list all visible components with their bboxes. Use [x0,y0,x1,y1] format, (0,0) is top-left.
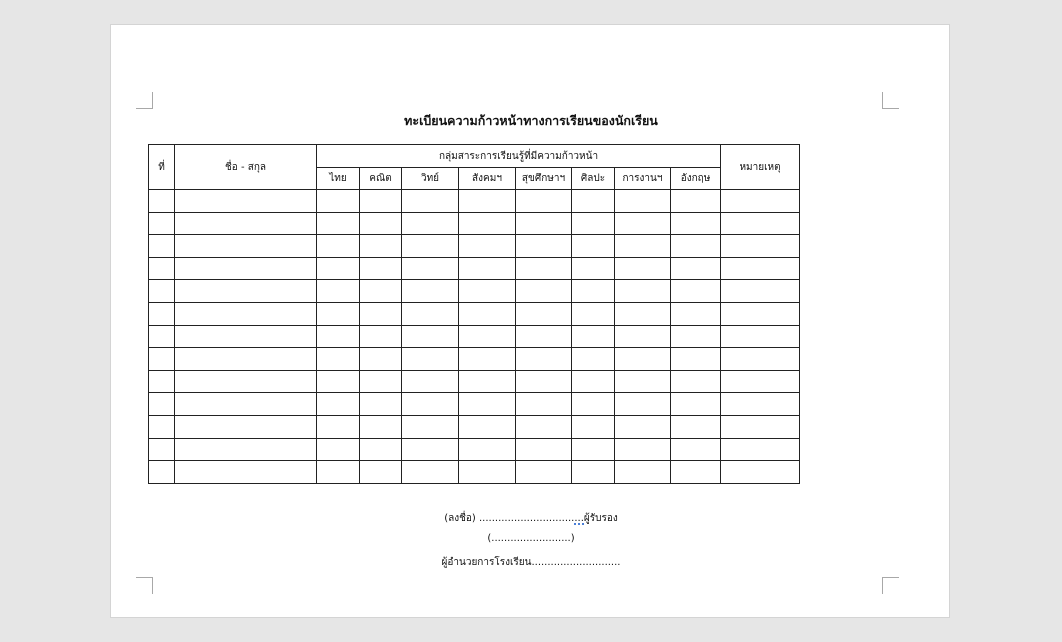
table-row [149,190,800,213]
margin-corner-bottom-left [136,577,153,594]
table-cell[interactable] [360,438,402,461]
table-cell[interactable] [516,325,572,348]
table-cell[interactable] [721,461,800,484]
table-cell[interactable] [149,280,175,303]
table-cell[interactable] [671,212,721,235]
table-cell[interactable] [615,370,671,393]
table-row [149,325,800,348]
table-cell[interactable] [360,235,402,258]
table-cell[interactable] [402,280,459,303]
table-cell[interactable] [516,393,572,416]
table-cell[interactable] [671,325,721,348]
table-cell[interactable] [572,302,615,325]
table-cell[interactable] [317,212,360,235]
header-subject: ไทย [317,168,360,190]
table-cell[interactable] [317,461,360,484]
table-cell[interactable] [615,461,671,484]
table-cell[interactable] [149,370,175,393]
table-cell[interactable] [149,235,175,258]
header-subject: อังกฤษ [671,168,721,190]
table-cell[interactable] [175,348,317,371]
header-subject: สุขศึกษาฯ [516,168,572,190]
margin-corner-top-right [882,92,899,109]
table-cell[interactable] [459,438,516,461]
table-cell[interactable] [721,235,800,258]
table-cell[interactable] [721,190,800,213]
table-cell[interactable] [721,393,800,416]
table-row [149,370,800,393]
table-cell[interactable] [459,302,516,325]
table-cell[interactable] [516,348,572,371]
table-cell[interactable] [175,325,317,348]
table-cell[interactable] [317,438,360,461]
table-cell[interactable] [360,257,402,280]
header-subject: การงานฯ [615,168,671,190]
table-cell[interactable] [360,348,402,371]
table-cell[interactable] [516,235,572,258]
table-row [149,348,800,371]
table-cell[interactable] [721,212,800,235]
table-cell[interactable] [402,348,459,371]
table-cell[interactable] [572,348,615,371]
table-cell[interactable] [459,348,516,371]
table-cell[interactable] [671,280,721,303]
signature-prefix: (ลงชื่อ) .............................. [444,513,575,524]
table-cell[interactable] [175,190,317,213]
header-name: ชื่อ - สกุล [175,145,317,190]
table-cell[interactable] [317,235,360,258]
table-cell[interactable] [149,212,175,235]
table-cell[interactable] [360,370,402,393]
table-cell[interactable] [615,212,671,235]
table-cell[interactable] [572,212,615,235]
table-cell[interactable] [149,325,175,348]
table-cell[interactable] [721,370,800,393]
table-cell[interactable] [572,370,615,393]
table-row [149,415,800,438]
table-cell[interactable] [615,438,671,461]
table-body [149,190,800,484]
table-cell[interactable] [402,415,459,438]
table-cell[interactable] [516,280,572,303]
table-cell[interactable] [721,302,800,325]
table-cell[interactable] [459,370,516,393]
table-cell[interactable] [175,212,317,235]
table-cell[interactable] [317,190,360,213]
table-cell[interactable] [459,190,516,213]
table-cell[interactable] [149,190,175,213]
table-cell[interactable] [175,257,317,280]
table-cell[interactable] [317,348,360,371]
table-cell[interactable] [516,370,572,393]
table-cell[interactable] [360,212,402,235]
table-cell[interactable] [360,302,402,325]
header-subject: คณิต [360,168,402,190]
table-cell[interactable] [572,438,615,461]
table-cell[interactable] [402,393,459,416]
table-cell[interactable] [671,370,721,393]
header-number: ที่ [149,145,175,190]
table-cell[interactable] [149,461,175,484]
table-cell[interactable] [149,393,175,416]
table-cell[interactable] [572,257,615,280]
table-cell[interactable] [615,348,671,371]
table-cell[interactable] [175,302,317,325]
spellcheck-squiggle: ... [574,513,584,524]
margin-corner-top-left [136,92,153,109]
table-cell[interactable] [360,415,402,438]
table-cell[interactable] [572,461,615,484]
table-cell[interactable] [459,415,516,438]
table-cell[interactable] [671,461,721,484]
table-row [149,280,800,303]
table-cell[interactable] [721,438,800,461]
table-cell[interactable] [402,302,459,325]
table-cell[interactable] [572,190,615,213]
header-subject: วิทย์ [402,168,459,190]
document-title: ทะเบียนความก้าวหน้าทางการเรียนของนักเรียน [404,113,658,128]
table-cell[interactable] [615,280,671,303]
table-cell[interactable] [459,212,516,235]
signature-role: ผู้รับรอง [583,513,618,524]
table-cell[interactable] [402,190,459,213]
table-cell[interactable] [360,325,402,348]
table-row [149,257,800,280]
table-cell[interactable] [572,235,615,258]
table-cell[interactable] [671,415,721,438]
table-cell[interactable] [402,212,459,235]
table-cell[interactable] [572,280,615,303]
table-row [149,212,800,235]
header-note: หมายเหตุ [721,145,800,190]
table-cell[interactable] [516,461,572,484]
table-cell[interactable] [175,461,317,484]
table-cell[interactable] [721,348,800,371]
signature-line [111,511,951,526]
table-cell[interactable] [459,393,516,416]
table-cell[interactable] [516,190,572,213]
table-cell[interactable] [175,280,317,303]
table-row [149,438,800,461]
table-cell[interactable] [317,415,360,438]
table-cell[interactable] [149,415,175,438]
table-row [149,302,800,325]
table-cell[interactable] [402,370,459,393]
table-cell[interactable] [721,257,800,280]
table-cell[interactable] [516,212,572,235]
table-cell[interactable] [721,280,800,303]
table-cell[interactable] [317,257,360,280]
signature-position-line: ผู้อำนวยการโรงเรียน............................ [441,557,621,568]
table-cell[interactable] [671,302,721,325]
table-cell[interactable] [149,257,175,280]
table-cell[interactable] [572,325,615,348]
table-cell[interactable] [317,370,360,393]
table-cell[interactable] [317,280,360,303]
table-cell[interactable] [671,438,721,461]
document-page[interactable] [110,24,950,618]
progress-table [148,144,800,484]
table-cell[interactable] [615,235,671,258]
table-cell[interactable] [317,325,360,348]
margin-corner-bottom-right [882,577,899,594]
table-cell[interactable] [317,393,360,416]
table-cell[interactable] [175,370,317,393]
table-cell[interactable] [459,257,516,280]
table-cell[interactable] [516,302,572,325]
table-row [149,235,800,258]
table-cell[interactable] [402,257,459,280]
table-cell[interactable] [149,348,175,371]
table-cell[interactable] [671,235,721,258]
table-cell[interactable] [615,190,671,213]
table-cell[interactable] [671,257,721,280]
table-cell[interactable] [459,325,516,348]
table-cell[interactable] [615,415,671,438]
table-row [149,393,800,416]
table-cell[interactable] [615,393,671,416]
table-cell[interactable] [671,393,721,416]
header-subject: สังคมฯ [459,168,516,190]
table-cell[interactable] [317,302,360,325]
table-cell[interactable] [615,325,671,348]
table-cell[interactable] [615,257,671,280]
table-cell[interactable] [402,235,459,258]
header-subject: ศิลปะ [572,168,615,190]
table-cell[interactable] [360,190,402,213]
table-cell[interactable] [459,280,516,303]
table-cell[interactable] [671,190,721,213]
table-cell[interactable] [360,461,402,484]
table-cell[interactable] [175,393,317,416]
table-cell[interactable] [572,415,615,438]
table-cell[interactable] [516,438,572,461]
table-cell[interactable] [360,280,402,303]
signature-name-line: (.........................) [487,533,575,544]
table-cell[interactable] [516,257,572,280]
table-cell[interactable] [175,438,317,461]
table-cell[interactable] [149,438,175,461]
table-cell[interactable] [615,302,671,325]
table-cell[interactable] [402,325,459,348]
table-cell[interactable] [149,302,175,325]
table-cell[interactable] [572,393,615,416]
table-cell[interactable] [721,415,800,438]
table-cell[interactable] [671,348,721,371]
table-cell[interactable] [516,415,572,438]
header-subject-group: กลุ่มสาระการเรียนรู้ที่มีความก้าวหน้า [317,145,721,168]
table-cell[interactable] [721,325,800,348]
table-cell[interactable] [360,393,402,416]
table-cell[interactable] [175,415,317,438]
table-cell[interactable] [175,235,317,258]
table-cell[interactable] [402,438,459,461]
table-cell[interactable] [402,461,459,484]
table-row [149,461,800,484]
table-cell[interactable] [459,235,516,258]
table-cell[interactable] [459,461,516,484]
